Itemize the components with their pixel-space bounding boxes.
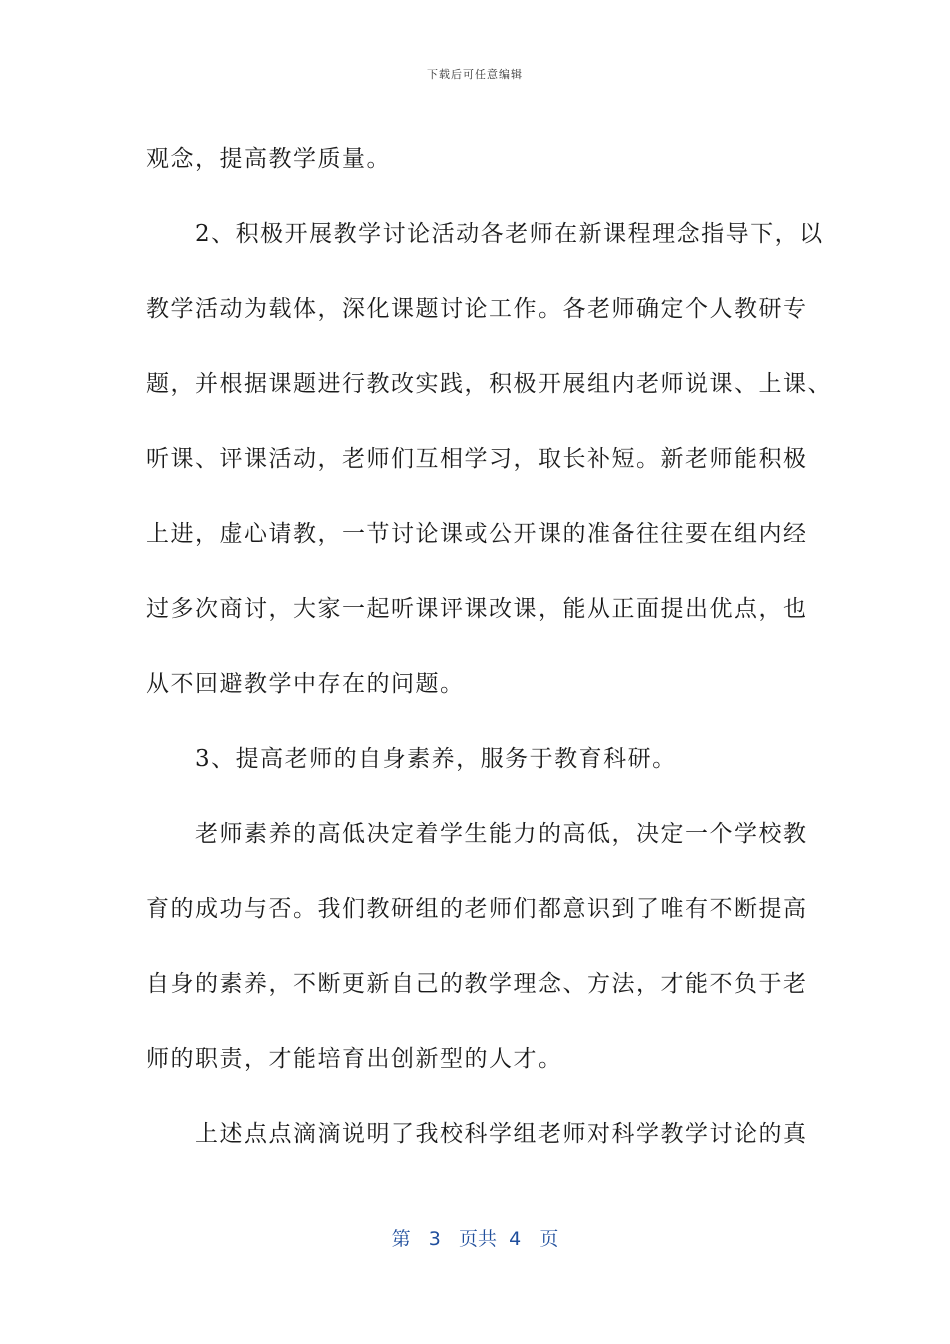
text-line: 教学活动为载体，深化课题讨论工作。各老师确定个人教研专: [146, 296, 808, 322]
page-header-note: 下载后可任意编辑: [427, 68, 523, 81]
text-line: 上述点点滴滴说明了我校科学组老师对科学教学讨论的真: [146, 1121, 808, 1147]
page-prefix: 第: [391, 1228, 411, 1250]
text-line: 听课、评课活动，老师们互相学习，取长补短。新老师能积极: [146, 446, 808, 472]
text-line: 师的职责，才能培育出创新型的人才。: [146, 1046, 563, 1072]
text-line: 题，并根据课题进行教改实践，积极开展组内老师说课、上课、: [146, 371, 832, 397]
page-number-footer: [0, 1224, 950, 1251]
text-line: 自身的素养，不断更新自己的教学理念、方法，才能不负于老: [146, 971, 808, 997]
page-suffix: 页: [539, 1228, 559, 1250]
current-page-number: 3: [428, 1228, 441, 1250]
text-line: 3、提高老师的自身素养，服务于教育科研。: [146, 746, 677, 772]
text-line: 过多次商讨，大家一起听课评课改课，能从正面提出优点，也: [146, 596, 808, 622]
text-line: 2、积极开展教学讨论活动各老师在新课程理念指导下，以: [146, 221, 824, 247]
text-line: 从不回避教学中存在的问题。: [146, 671, 465, 697]
text-line: 观念，提高教学质量。: [146, 146, 391, 172]
text-line: 上进，虚心请教，一节讨论课或公开课的准备往往要在组内经: [146, 521, 808, 547]
text-line: 老师素养的高低决定着学生能力的高低，决定一个学校教: [146, 821, 808, 847]
document-body: [146, 122, 832, 1172]
total-page-count: 4: [509, 1228, 522, 1250]
text-line: 育的成功与否。我们教研组的老师们都意识到了唯有不断提高: [146, 896, 808, 922]
page-middle-text: 页共: [459, 1228, 498, 1250]
